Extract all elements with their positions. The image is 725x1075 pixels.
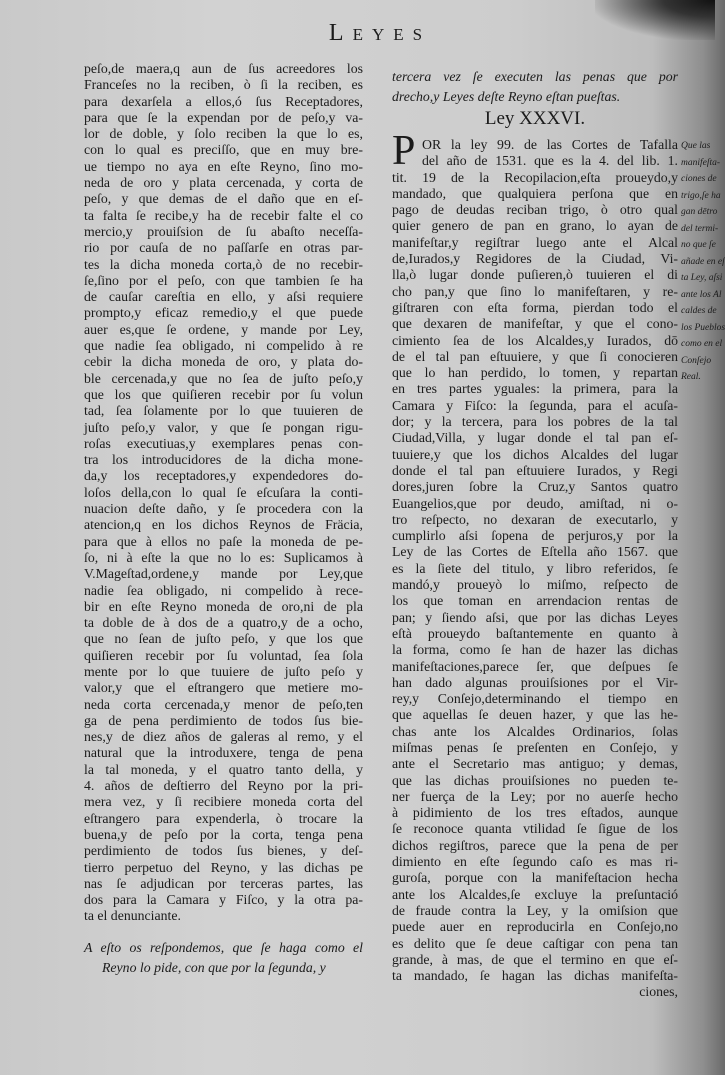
text-line: Que las <box>681 141 711 151</box>
text-line: mandó,y proueyò lo miſmo, reſpecto de <box>392 577 678 593</box>
text-line: de fraude contra la Ley, y la omiſsion que <box>392 902 678 918</box>
text-line: manifeſtaciones,parece ſer, que deſpues ſe <box>392 658 678 674</box>
text-line: quier genero de pan en grano, lo ayan de <box>392 218 678 234</box>
text-line: Ley de las Cortes de Eſtella año 1567. que <box>392 544 678 560</box>
text-line: nuacion deſte daño, y ſe procedera con la <box>84 501 363 517</box>
text-line: los que toman en arrendacion rentas de <box>392 593 678 609</box>
text-line: cimiento ſea de los Alcaldes,y Iurados, dō <box>392 332 678 348</box>
text-line: da,y los receptadores,y expendedores do- <box>84 468 363 484</box>
text-line: cumplirlo aſsi ſopena de perjuros,y por la <box>392 528 678 544</box>
text-line: buena,y de peſo por la corta, tenga pena <box>84 826 363 842</box>
text-line: eſtà proueydo baſtantemente en quanto à <box>392 625 678 641</box>
text-line: mercio,y prouiſsion de ſu abaſto neceſſa- <box>84 223 363 239</box>
text-line: à pidimiento de los tres eſtados, aunque <box>392 805 678 821</box>
text-line: han dado algunas prouiſsiones por el Vir- <box>392 674 678 690</box>
text-line: rio por cauſa de no paſſarſe en otras par- <box>84 240 363 256</box>
text-line: tra los introducidores de la dicha mone- <box>84 452 363 468</box>
text-line: dimiento en eſte ſegundo caſo es mas ri- <box>392 854 678 870</box>
text-line: 4. años de deſtierro del Reyno por la pri- <box>84 778 363 794</box>
right-column <box>392 137 678 1001</box>
text-line: perdimiento de todos ſus bienes, y deſ- <box>84 843 363 859</box>
text-line: cho pan,y que ſino lo manifeſtaren, y re- <box>392 283 678 299</box>
text-line: tad, ſea ſolamente por lo que tuuieren de <box>84 403 363 419</box>
text-line: OR la ley 99. de las Cortes de Tafalla <box>422 137 678 152</box>
text-line: ſo, ni à eſte la que no lo es: Suplicamos à <box>84 549 363 565</box>
text-line: nadie ſea obligado, ni compelido à rece- <box>84 582 363 598</box>
text-line: con lo qual es preciſſo, que en muy bre- <box>84 142 363 158</box>
royal-response <box>84 938 363 978</box>
text-line: mandado, que qualquiera perſona que en <box>392 185 678 201</box>
text-line: ante los Al <box>681 289 722 300</box>
text-line: Real. <box>681 372 701 382</box>
text-line: ante los Alcaldes,ſe excluye la preſuntació <box>392 886 678 902</box>
text-line: cebir la dicha moneda de oro, y plata do- <box>84 354 363 370</box>
text-line: V.Mageſtad,ordene,y mande por Ley,que <box>84 566 363 582</box>
text-line: mera vez, y ſi recibiere moneda corta del <box>84 794 363 810</box>
response-continuation <box>392 67 678 107</box>
text-line: para dexarſela a ellos,ó ſus Receptadores, <box>84 93 363 109</box>
text-line: peſo,de maera,q aun de ſus acreedores los <box>84 61 363 76</box>
text-line: nes,y de diez años de galeras al remo, y el <box>84 729 363 745</box>
text-line: tit. 19 de la Recopilacion,eſta proueydo,y <box>392 169 678 185</box>
text-line: lla,ò lugar donde puſieren,ò tuuieren el di <box>392 267 678 283</box>
running-header: Leyes <box>328 20 432 46</box>
text-line: Euangelios,que por deudo, amiſtad, ni o- <box>392 495 678 511</box>
text-line: ue tiempo no aya en eſte Reyno, ſino mo- <box>84 158 363 174</box>
text-line: ta falta ſe recibe,y ha de recebir falte el co <box>84 207 363 223</box>
text-line: miſmas penas ſe preſenten en Conſejo, y <box>392 739 678 755</box>
text-line: que aquellas ſe deuen hazer, y que las he- <box>392 707 678 723</box>
text-line: neda corta cercenada,y menor de peſo,ten <box>84 696 363 712</box>
text-line: chas ante los Alcaldes Ordinarios, ſolas <box>392 723 678 739</box>
text-line: Franceſes no la reciben, ò ſi la reciben, es <box>84 77 363 93</box>
text-line: gan dētro <box>681 207 718 217</box>
text-line: dores,juren ſobre la Cruz,y Santos quatro <box>392 479 678 495</box>
text-line: añade en eſ <box>681 256 725 267</box>
text-line: manifeſtar,y regiſtrar luego ante el Alcal <box>392 234 678 250</box>
text-line: tercera vez ſe executen las penas que por <box>392 69 678 84</box>
text-line: que lo han perdido, lo tomen, y repartan <box>392 365 678 381</box>
text-line: para que ſe la expendan por de peſo,y va- <box>84 109 363 125</box>
law-heading: Ley XXXVI. <box>484 108 586 129</box>
text-line: como en el <box>681 339 723 349</box>
text-line: dos para la Camara y Fiſco, y la otra pa- <box>84 892 363 908</box>
text-line: ciones de <box>681 174 717 184</box>
text-line: A eſto os reſpondemos, que ſe haga como el <box>84 940 363 955</box>
text-line: la tal moneda, y el quatro tanto della, y <box>84 761 363 777</box>
text-line: del año de 1531. que es la 4. del lib. 1. <box>422 153 678 169</box>
text-line: loſos della,con lo qual ſe eſcuſara la conti- <box>84 484 363 500</box>
text-line: rey,y Conſejo,determinando el tiempo en <box>392 691 678 707</box>
text-line: no que ſe <box>681 240 716 250</box>
text-line: pan; y ſiendo aſsi, que por las dichas Leyes <box>392 609 678 625</box>
text-line: Conſejo <box>681 355 712 366</box>
text-line: donde el tal pan eſtuuiere Iurados, y Regi <box>392 462 678 478</box>
text-line: prompto,y eficaz remedio,y el que puede <box>84 305 363 321</box>
text-line: grande, à mas, de que el termino en que eſ- <box>392 951 678 967</box>
text-line: ſe,ſino por el peſo, con que tambien ſe ha <box>84 272 363 288</box>
text-line: peſo, y que demas de el daño que en eſ- <box>84 191 363 207</box>
text-line: tro reſpecto, no dexaran de executarlo, y <box>392 511 678 527</box>
text-line: ble cercenada,y que no ſea de juſto peſo,y <box>84 370 363 386</box>
text-line: ante el Secretario mas antiguo; y demas, <box>392 756 678 772</box>
text-line: Reyno lo pide, con que por la ſegunda, y <box>102 960 326 975</box>
text-line: roſas executiuas,y exemplares penas con- <box>84 435 363 451</box>
text-line: auer es,que ſe ordene, y mande por Ley, <box>84 321 363 337</box>
text-line: ta el denunciante. <box>84 908 181 924</box>
text-line: tuuiere,y que los dichos Alcaldes del lugar <box>392 446 678 462</box>
text-line: guroſa, porque con la manifeſtacion hecha <box>392 870 678 886</box>
text-line: en tres partes yguales: la primera, para la <box>392 381 678 397</box>
text-line: mente por lo que tuuiere de juſto peſo y <box>84 663 363 679</box>
text-line: ta doble de à dos de a quatro,y de a ocho, <box>84 615 363 631</box>
text-line: quiſieren recebir por ſu voluntad, ſea ſola <box>84 647 363 663</box>
text-line: de,Iurados,y Regidores de la Ciudad, Vi- <box>392 251 678 267</box>
text-line: neda de oro y plata cercenada, y corta de <box>84 175 363 191</box>
text-line: que no ſean de juſto peſo, y que los que <box>84 631 363 647</box>
text-line: es delito que ſe deue caſtigar con pena tan <box>392 935 678 951</box>
text-line: ga de pena perdimiento de todos ſus bie- <box>84 712 363 728</box>
text-line: ſe reconoce quanta vtilidad ſe ſigue de los <box>392 821 678 837</box>
text-line: para que à ellos no paſe la moneda de pe- <box>84 533 363 549</box>
text-line: lor de doble, y ſolo reciben la que lo es, <box>84 126 363 142</box>
text-line: caldes de <box>681 306 717 316</box>
text-line: eſtrangero para expenderla, ò trocare la <box>84 810 363 826</box>
left-column <box>84 61 363 925</box>
text-line: de cauſar careſtia en ello, y aſsi requiere <box>84 289 363 305</box>
text-line: giſtraren con eſta forma, pierdan todo el <box>392 299 678 315</box>
text-line: Ciudad,Villa, y lugar donde el tal pan eſ- <box>392 430 678 446</box>
text-line: puede auer en reproducirla en Conſejo,no <box>392 919 678 935</box>
text-line: drecho,y Leyes deſte Reyno eſtan pueſtas. <box>392 89 621 104</box>
text-line: atencion,q en los dichos Reynos de Fräcia, <box>84 517 363 533</box>
drop-cap: P <box>392 128 416 174</box>
text-line: ta mandado, ſe hagan las dichas manifeſta- <box>392 968 678 984</box>
text-line: que las dichas prouiſsiones no pueden te- <box>392 772 678 788</box>
text-line: ta Ley, aſsi <box>681 273 723 283</box>
text-line: tes la dicha moneda corta,ò de no recebir- <box>84 256 363 272</box>
text-line: es la ſiete del titulo, y libro referidos, ſe <box>392 560 678 576</box>
text-line: la forma, como ſe han de hazer las dichas <box>392 642 678 658</box>
text-line: que dexaren de manifeſtar, y que el cono- <box>392 316 678 332</box>
text-line: del termi- <box>681 223 719 234</box>
text-line: dor; y la tercera, para los pobres de la tal <box>392 414 678 430</box>
text-line: tierro perpetuo del Reyno, y las dichas pe <box>84 859 363 875</box>
text-line: ner fuerça de la Ley; por no auerſe hecho <box>392 788 678 804</box>
text-line: ciones, <box>639 984 678 1000</box>
text-line: nas ſe adjudican por terceras partes, las <box>84 875 363 891</box>
text-line: trigo,ſe ha <box>681 190 721 201</box>
margin-note <box>681 138 725 386</box>
text-line: manifeſta- <box>681 157 721 168</box>
text-line: que nadie ſea obligado, ni compelido à re <box>84 338 363 354</box>
text-line: de el tal pan eſtuuiere, y que ſi conocieren <box>392 348 678 364</box>
text-line: bir en eſte Reyno moneda de oro,ni de pla <box>84 598 363 614</box>
text-line: dichos regiſtros, parece que la pena de per <box>392 837 678 853</box>
text-line: valor,y que el eſtrangero que metiere mo- <box>84 680 363 696</box>
text-line: juſto peſo,y valor, y que ſe pongan rigu- <box>84 419 363 435</box>
text-line: Camara y Fiſco: la ſegunda, para el acuſa- <box>392 397 678 413</box>
text-line: natural que la introduxere, tenga de pena <box>84 745 363 761</box>
text-line: pago de deudas reciban trigo, ò otro qual <box>392 202 678 218</box>
page-shadow <box>595 0 715 40</box>
text-line: los Pueblos <box>681 322 725 333</box>
text-line: que los que quiſieren recebir por ſu volun <box>84 386 363 402</box>
